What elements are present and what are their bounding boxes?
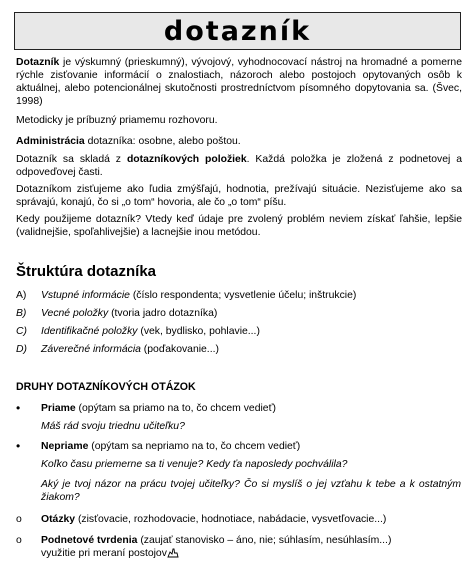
intro-term: Dotazník (16, 57, 60, 68)
administration-term: Administrácia (16, 136, 85, 147)
type-example: Máš rád svoju triednu učiteľku? (41, 421, 185, 432)
purpose-paragraph: Dotazníkom zisťujeme ako ľudia zmýšľajú, hodnotia, prežívajú situácie. Nezisťujeme ako sa správajú, konajú, čo si „o tom“ hovoria, ale čo „o tom“ píšu. (16, 184, 462, 208)
title-box (14, 12, 461, 50)
item-label: Vstupné informácie (41, 290, 130, 301)
type-term: Otázky (41, 514, 76, 525)
type-direct (16, 402, 462, 415)
type-example: Koľko času priemerne sa ti venuje? Kedy ťa naposledy pochválila? (41, 459, 348, 470)
type-rest: (opýtam sa nepriamo na to, čo chcem vedieť) (88, 441, 301, 452)
circle-bullet-icon: o (16, 535, 22, 546)
composition-pre: Dotazník sa skladá z (16, 154, 127, 165)
type-indirect (16, 440, 462, 453)
structure-item (16, 289, 462, 302)
types-heading: DRUHY DOTAZNÍKOVÝCH OTÁZOK (16, 381, 196, 393)
item-marker: A) (16, 290, 27, 301)
type-rest: (zisťovacie, rozhodovacie, hodnotiace, nabádacie, vysvetľovacie...) (75, 514, 387, 525)
type-term: Nepriame (41, 441, 89, 452)
composition-term: dotazníkových položiek (126, 154, 247, 165)
structure-item (16, 307, 462, 320)
type-example: Aký je tvoj názor na prácu tvojej učiteľky? Čo si myslíš o jej vzťahu k tebe a k ostatným žiakom? (41, 479, 461, 503)
item-label: Vecné položky (41, 308, 109, 319)
bullet-icon: • (16, 401, 21, 415)
when-paragraph: Kedy použijeme dotazník? Vtedy keď údaje pre zvolený problém neviem získať ľahšie, lepšie (validnejšie, spoľahlivejšie) a lacnejšie inou metódou. (16, 214, 462, 238)
item-rest: (číslo respondenta; vysvetlenie účelu; inštrukcie) (129, 290, 357, 301)
administration-text: dotazníka: osobne, alebo poštou. (84, 136, 241, 147)
page-title: dotazník (163, 15, 312, 47)
item-marker: B) (16, 308, 27, 319)
circle-bullet-icon: o (16, 514, 22, 525)
statements-usage (41, 547, 461, 560)
type-term: Podnetové tvrdenia (41, 535, 138, 546)
item-label: Identifikačné položky (41, 326, 138, 337)
intro-definition: je výskumný (prieskumný), vývojový, vyhodnocovací nástroj na hromadné a pomerne rýchle zisťovanie informácií o znalostiach, názoroch alebo postojoch opytovaných osôb k aktuálnej, alebo potencionálnej skutočnosti prostredníctvom písomného dopytovania sa. (Švec, 1998) (16, 57, 462, 107)
item-rest: (poďakovanie...) (140, 344, 219, 355)
item-marker: C) (16, 326, 27, 337)
type-questions (16, 513, 462, 526)
type-rest: (zaujať stanovisko – áno, nie; súhlasím, nesúhlasím...) (137, 535, 392, 546)
hand-cursor-icon (167, 548, 179, 558)
type-statements (16, 534, 462, 547)
item-rest: (tvoria jadro dotazníka) (108, 308, 218, 319)
bullet-icon: • (16, 439, 21, 453)
type-term: Priame (41, 403, 76, 414)
structure-item (16, 343, 462, 356)
structure-heading: Štruktúra dotazníka (16, 263, 157, 280)
type-rest: (opýtam sa priamo na to, čo chcem vedieť) (75, 403, 276, 414)
statements-usage-text: využitie pri meraní postojov (41, 548, 167, 559)
structure-item (16, 325, 462, 338)
item-marker: D) (16, 344, 27, 355)
composition-paragraph (16, 153, 462, 179)
item-rest: (vek, bydlisko, pohlavie...) (137, 326, 260, 337)
composition-post: . Každá položka je zložená z podnetovej a odpoveďovej časti. (16, 154, 462, 178)
intro-paragraph (16, 56, 462, 108)
method-note: Metodicky je príbuzný priamemu rozhovoru. (16, 115, 218, 126)
administration-paragraph (16, 135, 462, 148)
item-label: Záverečné informácia (41, 344, 141, 355)
